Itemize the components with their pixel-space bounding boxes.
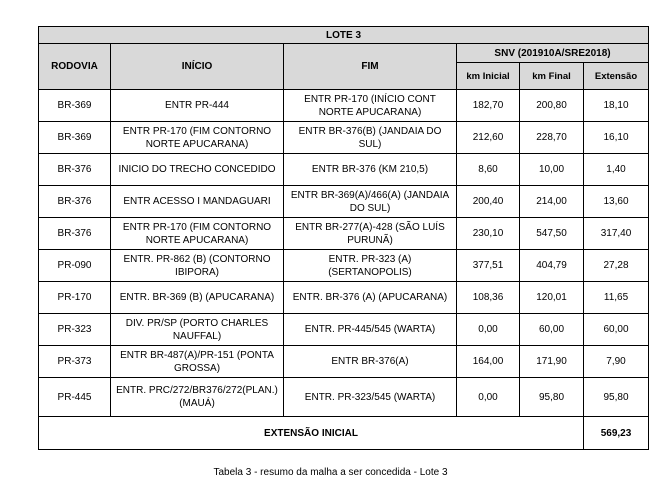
header-fim: FIM (284, 44, 457, 90)
total-label: EXTENSÃO INICIAL (39, 417, 584, 450)
total-value: 569,23 (584, 417, 649, 450)
cell-km-inicial: 182,70 (457, 90, 520, 122)
cell-km-inicial: 212,60 (457, 122, 520, 154)
cell-extensao: 7,90 (584, 346, 649, 378)
cell-extensao: 18,10 (584, 90, 649, 122)
cell-rodovia: PR-323 (39, 314, 111, 346)
table-row (39, 282, 649, 314)
header-snv: SNV (201910A/SRE2018) (457, 44, 649, 63)
header-rodovia: RODOVIA (39, 44, 111, 90)
cell-inicio: ENTR. BR-369 (B) (APUCARANA) (111, 282, 284, 314)
cell-rodovia: PR-170 (39, 282, 111, 314)
cell-inicio: ENTR PR-170 (FIM CONTORNO NORTE APUCARANA) (111, 218, 284, 250)
cell-fim: ENTR. PR-445/545 (WARTA) (284, 314, 457, 346)
cell-inicio: ENTR PR-444 (111, 90, 284, 122)
lote-table (38, 26, 649, 450)
cell-km-final: 404,79 (520, 250, 584, 282)
cell-km-inicial: 230,10 (457, 218, 520, 250)
cell-extensao: 1,40 (584, 154, 649, 186)
table-row (39, 378, 649, 417)
cell-rodovia: PR-445 (39, 378, 111, 417)
header-inicio: INÍCIO (111, 44, 284, 90)
cell-rodovia: BR-369 (39, 122, 111, 154)
table-row (39, 154, 649, 186)
cell-inicio: ENTR BR-487(A)/PR-151 (PONTA GROSSA) (111, 346, 284, 378)
cell-fim: ENTR BR-376(A) (284, 346, 457, 378)
cell-km-inicial: 200,40 (457, 186, 520, 218)
cell-km-inicial: 164,00 (457, 346, 520, 378)
cell-fim: ENTR. PR-323/545 (WARTA) (284, 378, 457, 417)
cell-km-final: 10,00 (520, 154, 584, 186)
cell-fim: ENTR. BR-376 (A) (APUCARANA) (284, 282, 457, 314)
table-row (39, 314, 649, 346)
cell-km-inicial: 8,60 (457, 154, 520, 186)
cell-rodovia: PR-373 (39, 346, 111, 378)
cell-extensao: 95,80 (584, 378, 649, 417)
cell-km-final: 120,01 (520, 282, 584, 314)
total-row (39, 417, 649, 450)
cell-km-inicial: 377,51 (457, 250, 520, 282)
cell-km-final: 214,00 (520, 186, 584, 218)
cell-km-inicial: 0,00 (457, 378, 520, 417)
cell-fim: ENTR PR-170 (INÍCIO CONT NORTE APUCARANA) (284, 90, 457, 122)
cell-km-inicial: 0,00 (457, 314, 520, 346)
cell-km-final: 200,80 (520, 90, 584, 122)
cell-inicio: INICIO DO TRECHO CONCEDIDO (111, 154, 284, 186)
table-row (39, 122, 649, 154)
cell-km-final: 60,00 (520, 314, 584, 346)
cell-km-inicial: 108,36 (457, 282, 520, 314)
table-row (39, 250, 649, 282)
cell-fim: ENTR BR-277(A)-428 (SÃO LUÍS PURUNÃ) (284, 218, 457, 250)
cell-fim: ENTR BR-376(B) (JANDAIA DO SUL) (284, 122, 457, 154)
cell-extensao: 60,00 (584, 314, 649, 346)
cell-extensao: 27,28 (584, 250, 649, 282)
header-extensao: Extensão (584, 63, 649, 90)
cell-extensao: 13,60 (584, 186, 649, 218)
cell-inicio: ENTR. PRC/272/BR376/272(PLAN.) (MAUÁ) (111, 378, 284, 417)
cell-inicio: ENTR. PR-862 (B) (CONTORNO IBIPORA) (111, 250, 284, 282)
table-row (39, 346, 649, 378)
table-row (39, 90, 649, 122)
cell-inicio: ENTR ACESSO I MANDAGUARI (111, 186, 284, 218)
table-title: LOTE 3 (39, 27, 649, 44)
cell-km-final: 547,50 (520, 218, 584, 250)
table-caption: Tabela 3 - resumo da malha a ser concedida - Lote 3 (213, 467, 448, 478)
cell-km-final: 228,70 (520, 122, 584, 154)
cell-rodovia: PR-090 (39, 250, 111, 282)
cell-km-final: 95,80 (520, 378, 584, 417)
cell-extensao: 16,10 (584, 122, 649, 154)
table-row (39, 218, 649, 250)
cell-rodovia: BR-376 (39, 186, 111, 218)
cell-fim: ENTR BR-369(A)/466(A) (JANDAIA DO SUL) (284, 186, 457, 218)
header-km-inicial: km Inicial (457, 63, 520, 90)
cell-extensao: 317,40 (584, 218, 649, 250)
cell-rodovia: BR-376 (39, 218, 111, 250)
cell-fim: ENTR BR-376 (KM 210,5) (284, 154, 457, 186)
cell-inicio: ENTR PR-170 (FIM CONTORNO NORTE APUCARANA) (111, 122, 284, 154)
table-row (39, 186, 649, 218)
cell-fim: ENTR. PR-323 (A) (SERTANOPOLIS) (284, 250, 457, 282)
cell-rodovia: BR-376 (39, 154, 111, 186)
cell-inicio: DIV. PR/SP (PORTO CHARLES NAUFFAL) (111, 314, 284, 346)
header-km-final: km Final (520, 63, 584, 90)
cell-km-final: 171,90 (520, 346, 584, 378)
cell-extensao: 11,65 (584, 282, 649, 314)
cell-rodovia: BR-369 (39, 90, 111, 122)
